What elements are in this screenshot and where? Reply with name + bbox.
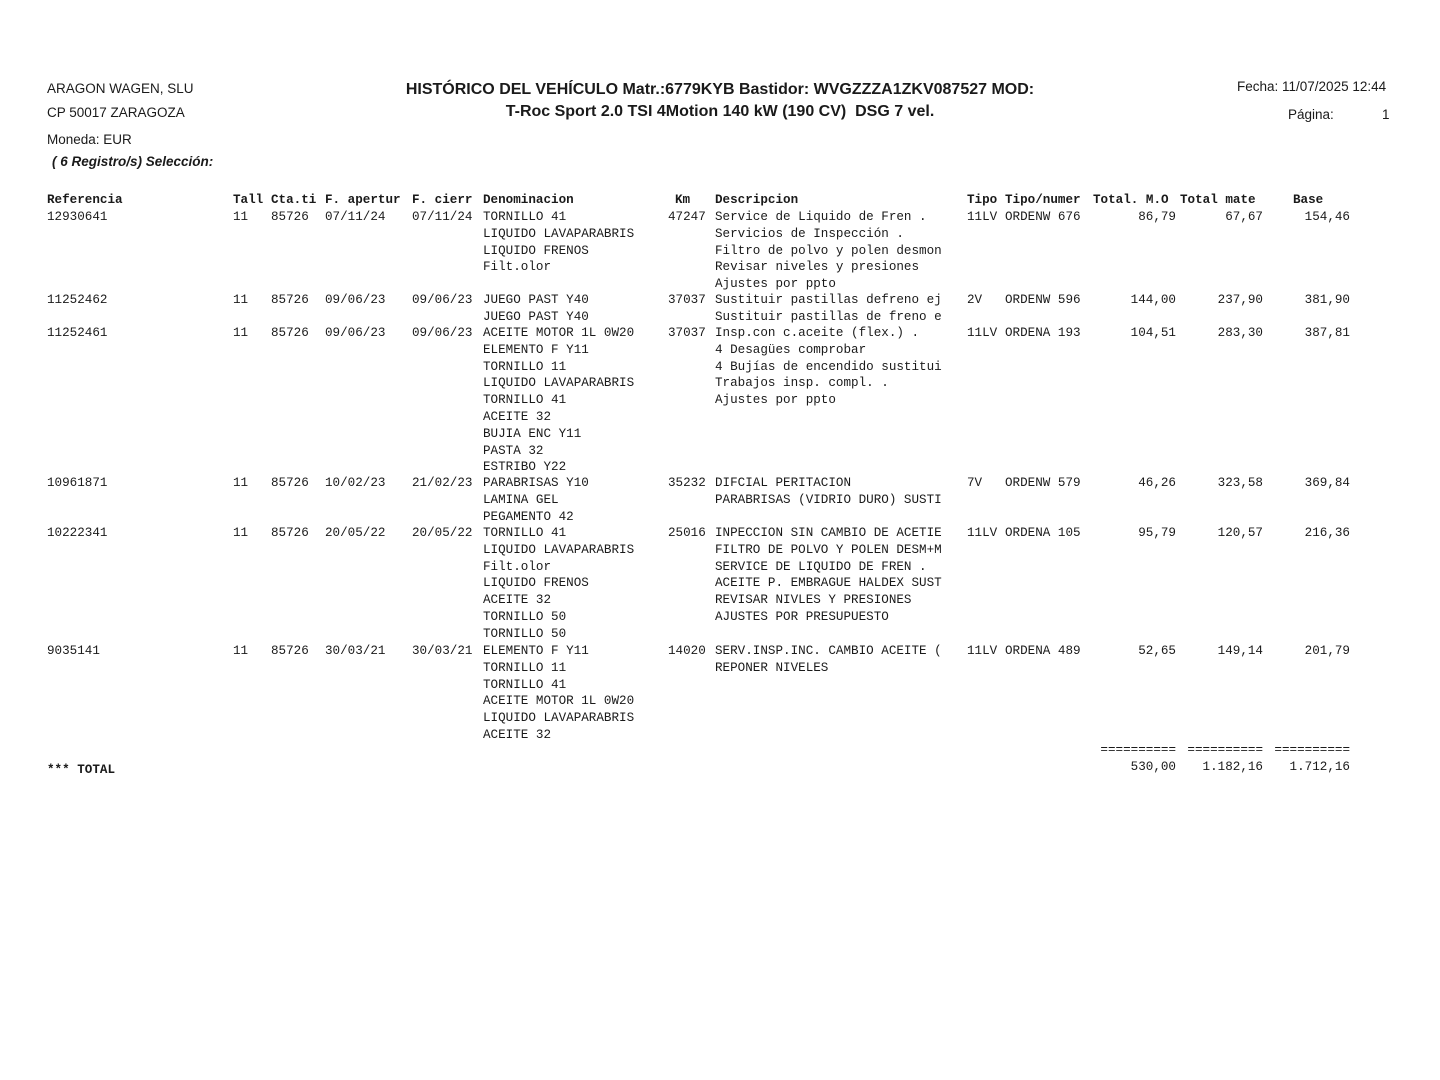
description-line: REVISAR NIVLES Y PRESIONES	[715, 593, 912, 608]
total-mo-separator: ==========	[1100, 743, 1176, 757]
cell-fecha-cierre: 09/06/23	[412, 293, 473, 307]
part-line: JUEGO PAST Y40	[483, 293, 589, 307]
cell-cuenta: 85726	[271, 210, 309, 224]
part-line: TORNILLO 50	[483, 626, 567, 641]
part-line: LIQUIDO FRENOS	[483, 243, 589, 258]
part-line: ESTRIBO Y22	[483, 460, 567, 475]
description-line: Sustituir pastillas defreno ej	[715, 293, 942, 307]
description-line: PARABRISAS (VIDRIO DURO) SUSTI	[715, 492, 942, 507]
cell-taller: 11	[233, 293, 249, 307]
cell-denominacion-list	[483, 292, 589, 326]
cell-fecha-apertura: 20/05/22	[325, 526, 386, 540]
cell-taller: 11	[233, 476, 249, 490]
col-referencia: Referencia	[47, 193, 123, 207]
cell-fecha-apertura: 09/06/23	[325, 326, 386, 340]
cell-denominacion-list	[483, 643, 634, 744]
print-date: Fecha: 11/07/2025 12:44	[1237, 79, 1387, 94]
description-line: SERV.INSP.INC. CAMBIO ACEITE (	[715, 644, 942, 658]
description-line: SERVICE DE LIQUIDO DE FREN .	[715, 559, 927, 574]
cell-km: 14020	[668, 644, 706, 658]
part-line: TORNILLO 11	[483, 660, 567, 675]
part-line: LAMINA GEL	[483, 492, 559, 507]
col-descripcion: Descripcion	[715, 193, 799, 207]
cell-fecha-cierre: 07/11/24	[412, 210, 473, 224]
description-line: DIFCIAL PERITACION	[715, 476, 852, 490]
cell-fecha-cierre: 09/06/23	[412, 326, 473, 340]
col-denominacion: Denominacion	[483, 193, 574, 207]
cell-tipo: 11LV	[967, 326, 998, 340]
part-line: PARABRISAS Y10	[483, 476, 589, 490]
cell-referencia: 10961871	[47, 476, 108, 490]
cell-taller: 11	[233, 526, 249, 540]
part-line: LIQUIDO FRENOS	[483, 576, 589, 591]
description-line: Filtro de polvo y polen desmon	[715, 243, 942, 258]
cell-cuenta: 85726	[271, 526, 309, 540]
col-cuenta: Cta.ti	[271, 193, 317, 207]
part-line: Filt.olor	[483, 260, 552, 275]
part-line: TORNILLO 41	[483, 677, 567, 692]
cell-cuenta: 85726	[271, 293, 309, 307]
description-line: INPECCION SIN CAMBIO DE ACETIE	[715, 526, 942, 540]
cell-descripcion-list	[715, 643, 942, 677]
col-base: Base	[1293, 193, 1324, 207]
col-total-mo: Total. M.O	[1093, 193, 1169, 207]
cell-total-mo: 104,51	[1130, 326, 1176, 340]
part-line: ELEMENTO F Y11	[483, 342, 589, 357]
cell-tipo-numero: ORDENW 579	[1005, 476, 1081, 490]
part-line: ACEITE 32	[483, 727, 552, 742]
part-line: ELEMENTO F Y11	[483, 644, 589, 658]
cell-base: 387,81	[1304, 326, 1350, 340]
cell-total-mo: 46,26	[1138, 476, 1176, 490]
cell-referencia: 11252461	[47, 326, 108, 340]
cell-tipo: 11LV	[967, 644, 998, 658]
cell-total-mo: 52,65	[1138, 644, 1176, 658]
description-line: AJUSTES POR PRESUPUESTO	[715, 609, 889, 624]
cell-total-mate: 67,67	[1225, 210, 1263, 224]
cell-fecha-cierre: 21/02/23	[412, 476, 473, 490]
cell-denominacion-list	[483, 325, 634, 476]
part-line: TORNILLO 11	[483, 359, 567, 374]
cell-cuenta: 85726	[271, 326, 309, 340]
cell-tipo-numero: ORDENA 193	[1005, 326, 1081, 340]
part-line: TORNILLO 41	[483, 210, 567, 224]
cell-fecha-apertura: 30/03/21	[325, 644, 386, 658]
col-fecha-cierre: F. cierr	[412, 193, 473, 207]
cell-descripcion-list	[715, 325, 942, 409]
part-line: TORNILLO 41	[483, 526, 567, 540]
description-line: Servicios de Inspección .	[715, 226, 904, 241]
cell-km: 25016	[668, 526, 706, 540]
description-line: Service de Liquido de Fren .	[715, 210, 927, 224]
part-line: PASTA 32	[483, 443, 544, 458]
part-line: LIQUIDO LAVAPARABRIS	[483, 542, 635, 557]
cell-referencia: 9035141	[47, 644, 100, 658]
cell-base: 381,90	[1304, 293, 1350, 307]
cell-tipo: 2V	[967, 293, 983, 307]
page-number: 1	[1382, 107, 1390, 122]
cell-tipo-numero: ORDENW 596	[1005, 293, 1081, 307]
cell-base: 154,46	[1304, 210, 1350, 224]
cell-total-mate: 120,57	[1217, 526, 1263, 540]
cell-km: 35232	[668, 476, 706, 490]
cell-denominacion-list	[483, 209, 634, 276]
part-line: ACEITE MOTOR 1L 0W20	[483, 326, 635, 340]
cell-descripcion-list	[715, 475, 942, 509]
col-km: Km	[675, 193, 691, 207]
col-total-mate: Total mate	[1180, 193, 1256, 207]
part-line: ACEITE 32	[483, 593, 552, 608]
col-tipo: Tipo	[967, 193, 998, 207]
part-line: Filt.olor	[483, 559, 552, 574]
total-base-separator: ==========	[1274, 743, 1350, 757]
cell-tipo-numero: ORDENA 489	[1005, 644, 1081, 658]
cell-tipo: 11LV	[967, 210, 998, 224]
cell-taller: 11	[233, 326, 249, 340]
cell-km: 37037	[668, 293, 706, 307]
description-line: 4 Desagües comprobar	[715, 342, 867, 357]
cell-referencia: 12930641	[47, 210, 108, 224]
cell-base: 201,79	[1304, 644, 1350, 658]
total-mo: 530,00	[1130, 760, 1176, 774]
description-line: Revisar niveles y presiones	[715, 260, 920, 275]
cell-denominacion-list	[483, 525, 634, 643]
description-line: REPONER NIVELES	[715, 660, 829, 675]
vehicle-model: T-Roc Sport 2.0 TSI 4Motion 140 kW (190 CV) DSG 7 vel.	[505, 103, 935, 120]
total-label: *** TOTAL	[47, 763, 116, 777]
cell-tipo: 11LV	[967, 526, 998, 540]
cell-total-mate: 283,30	[1217, 326, 1263, 340]
part-line: BUJIA ENC Y11	[483, 426, 582, 441]
description-line: Trabajos insp. compl. .	[715, 376, 889, 391]
description-line: Insp.con c.aceite (flex.) .	[715, 326, 920, 340]
cell-fecha-apertura: 07/11/24	[325, 210, 386, 224]
description-line: Sustituir pastillas de freno e	[715, 309, 942, 324]
cell-km: 47247	[668, 210, 706, 224]
part-line: ACEITE 32	[483, 409, 552, 424]
description-line: Ajustes por ppto	[715, 277, 836, 292]
cell-tipo-numero: ORDENA 105	[1005, 526, 1081, 540]
col-fecha-apertura: F. apertur	[325, 193, 401, 207]
cell-taller: 11	[233, 644, 249, 658]
part-line: JUEGO PAST Y40	[483, 309, 589, 324]
cell-fecha-apertura: 09/06/23	[325, 293, 386, 307]
cell-referencia: 10222341	[47, 526, 108, 540]
company-name: ARAGON WAGEN, SLU	[47, 81, 194, 96]
cell-base: 216,36	[1304, 526, 1350, 540]
cell-fecha-cierre: 20/05/22	[412, 526, 473, 540]
total-base: 1.712,16	[1289, 760, 1350, 774]
cell-descripcion-list	[715, 292, 942, 326]
cell-total-mo: 144,00	[1130, 293, 1176, 307]
company-address: CP 50017 ZARAGOZA	[47, 105, 185, 120]
cell-descripcion-list	[715, 525, 942, 626]
cell-descripcion-list	[715, 209, 942, 293]
total-mate: 1.182,16	[1202, 760, 1263, 774]
selection-label: ( 6 Registro/s) Selección:	[52, 154, 214, 169]
cell-base: 369,84	[1304, 476, 1350, 490]
cell-referencia: 11252462	[47, 293, 108, 307]
cell-km: 37037	[668, 326, 706, 340]
description-line: FILTRO DE POLVO Y POLEN DESM+M	[715, 542, 942, 557]
cell-tipo: 7V	[967, 476, 983, 490]
cell-fecha-apertura: 10/02/23	[325, 476, 386, 490]
part-line: TORNILLO 41	[483, 393, 567, 408]
cell-total-mo: 86,79	[1138, 210, 1176, 224]
cell-cuenta: 85726	[271, 476, 309, 490]
part-line: TORNILLO 50	[483, 609, 567, 624]
part-line: PEGAMENTO 42	[483, 509, 574, 524]
part-line: LIQUIDO LAVAPARABRIS	[483, 226, 635, 241]
part-line: ACEITE MOTOR 1L 0W20	[483, 694, 635, 709]
currency-label: Moneda: EUR	[47, 132, 132, 147]
cell-total-mo: 95,79	[1138, 526, 1176, 540]
page-label: Página:	[1288, 107, 1334, 122]
cell-tipo-numero: ORDENW 676	[1005, 210, 1081, 224]
cell-taller: 11	[233, 210, 249, 224]
description-line: 4 Bujías de encendido sustitui	[715, 359, 942, 374]
cell-total-mate: 237,90	[1217, 293, 1263, 307]
cell-total-mate: 149,14	[1217, 644, 1263, 658]
col-tipo-numero: Tipo/numer	[1005, 193, 1081, 207]
col-taller: Tall	[233, 193, 264, 207]
cell-fecha-cierre: 30/03/21	[412, 644, 473, 658]
total-mate-separator: ==========	[1187, 743, 1263, 757]
description-line: Ajustes por ppto	[715, 393, 836, 408]
cell-denominacion-list	[483, 475, 589, 525]
part-line: LIQUIDO LAVAPARABRIS	[483, 376, 635, 391]
description-line: ACEITE P. EMBRAGUE HALDEX SUST	[715, 576, 942, 591]
part-line: LIQUIDO LAVAPARABRIS	[483, 711, 635, 726]
cell-total-mate: 323,58	[1217, 476, 1263, 490]
cell-cuenta: 85726	[271, 644, 309, 658]
document-title: HISTÓRICO DEL VEHÍCULO Matr.:6779KYB Bastidor: WVGZZZA1ZKV087527 MOD:	[405, 81, 1035, 98]
